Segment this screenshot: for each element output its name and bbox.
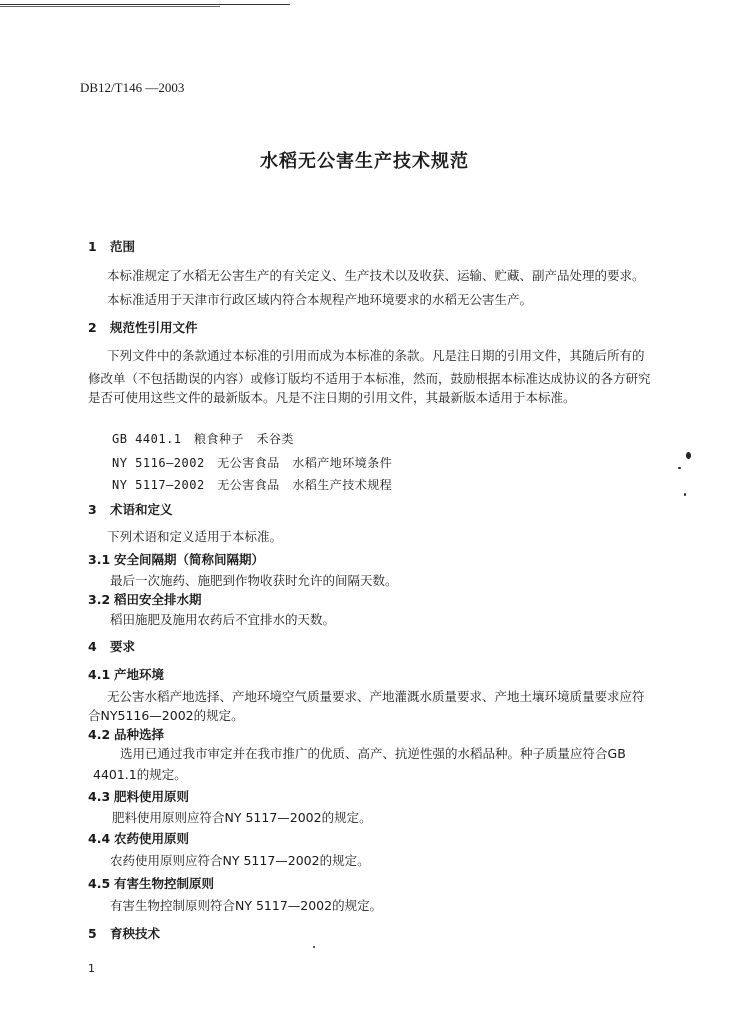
section-number: 2 [88, 320, 97, 335]
subsection-heading [88, 590, 202, 608]
subsection-heading [88, 725, 164, 743]
section-title: 规范性引用文件 [110, 320, 198, 335]
paragraph: 下列文件中的条款通过本标准的引用而成为本标准的条款。凡是注日期的引用文件，其随后所有的 [107, 348, 645, 363]
paragraph: 选用已通过我市审定并在我市推广的优质、高产、抗逆性强的水稻品种。种子质量应符合GB [120, 746, 626, 761]
reference-item: NY 5117—2002 无公害食品 水稻生产技术规程 [112, 478, 393, 492]
scan-speck [684, 493, 686, 496]
subsection-number: 3.2 [88, 592, 111, 607]
definition: 稻田施肥及施用农药后不宜排水的天数。 [110, 612, 336, 627]
section-1-heading [88, 237, 135, 255]
subsection-number: 3.1 [88, 552, 111, 567]
section-number: 5 [88, 926, 97, 941]
scan-speck [313, 946, 315, 948]
subsection-title: 产地环境 [114, 667, 165, 682]
page-number: 1 [88, 962, 95, 975]
section-number: 4 [88, 639, 97, 654]
subsection-title: 稻田安全排水期 [114, 592, 202, 607]
section-title: 要求 [110, 639, 136, 654]
paragraph: 4401.1的规定。 [93, 767, 187, 782]
section-number: 3 [88, 502, 97, 517]
paragraph: 本标准适用于天津市行政区域内符合本规程产地环境要求的水稻无公害生产。 [107, 292, 533, 307]
section-5-heading [88, 924, 160, 942]
section-number: 1 [88, 239, 97, 254]
subsection-number: 4.4 [88, 831, 111, 846]
subsection-heading [88, 874, 214, 892]
section-3-heading [88, 500, 173, 518]
subsection-number: 4.3 [88, 789, 111, 804]
subsection-number: 4.1 [88, 667, 111, 682]
section-title: 术语和定义 [110, 502, 173, 517]
scan-speck [686, 452, 691, 459]
document-title: 水稻无公害生产技术规范 [260, 151, 469, 172]
standard-number: DB12/T146 —2003 [80, 80, 185, 95]
subsection-title: 肥料使用原则 [114, 789, 190, 804]
section-2-heading [88, 318, 198, 336]
scan-edge-line [0, 6, 220, 7]
paragraph: 肥料使用原则应符合NY 5117—2002的规定。 [112, 810, 372, 825]
subsection-title: 品种选择 [114, 727, 165, 742]
paragraph: 有害生物控制原则符合NY 5117—2002的规定。 [110, 898, 383, 913]
subsection-heading [88, 665, 164, 683]
paragraph: 修改单（不包括勘误的内容）或修订版均不适用于本标准，然而，鼓励根据本标准达成协议的各方研究 [88, 371, 651, 386]
reference-item: GB 4401.1 粮食种子 禾谷类 [112, 432, 295, 446]
subsection-heading [88, 550, 264, 568]
section-4-heading [88, 637, 135, 655]
subsection-title: 农药使用原则 [114, 831, 190, 846]
definition: 最后一次施药、施肥到作物收获时允许的间隔天数。 [110, 573, 398, 588]
reference-item: NY 5116—2002 无公害食品 水稻产地环境条件 [112, 456, 393, 470]
subsection-heading [88, 787, 189, 805]
scan-speck [678, 467, 681, 469]
subsection-number: 4.5 [88, 876, 111, 891]
paragraph: 无公害水稻产地选择、产地环境空气质量要求、产地灌溉水质量要求、产地土壤环境质量要求应符 [107, 689, 645, 704]
paragraph: 下列术语和定义适用于本标准。 [107, 529, 283, 544]
subsection-title: 有害生物控制原则 [114, 876, 215, 891]
paragraph: 本标准规定了水稻无公害生产的有关定义、生产技术以及收获、运输、贮藏、副产品处理的要求。 [107, 268, 645, 283]
paragraph: 农药使用原则应符合NY 5117—2002的规定。 [110, 853, 370, 868]
paragraph: 合NY5116—2002的规定。 [88, 708, 244, 723]
section-title: 范围 [110, 239, 136, 254]
scan-edge-line [0, 4, 290, 5]
paragraph: 是否可使用这些文件的最新版本。凡是不注日期的引用文件，其最新版本适用于本标准。 [88, 390, 576, 405]
section-title: 育秧技术 [110, 926, 161, 941]
subsection-title: 安全间隔期（简称间隔期） [114, 552, 265, 567]
subsection-heading [88, 829, 189, 847]
subsection-number: 4.2 [88, 727, 111, 742]
